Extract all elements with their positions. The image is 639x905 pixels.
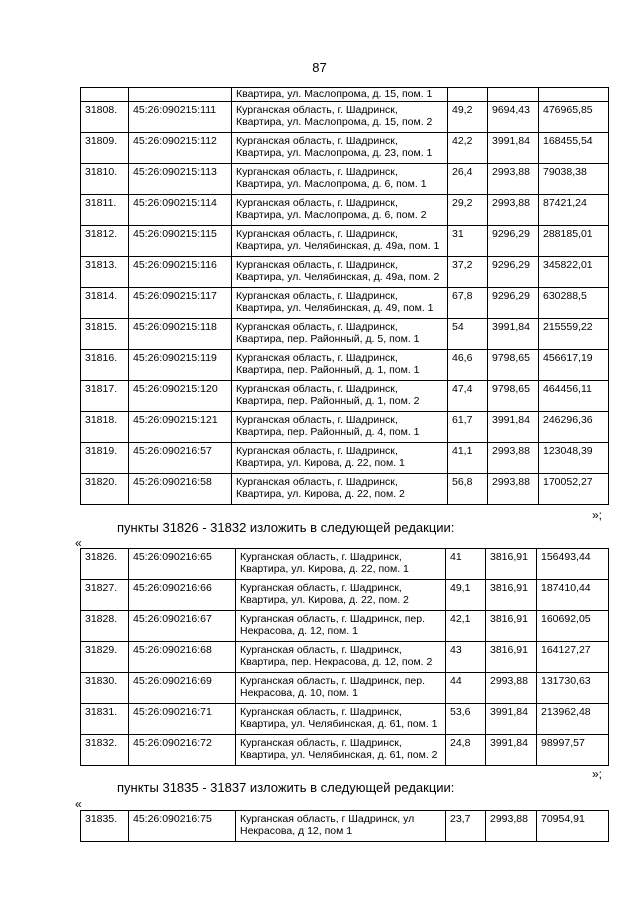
table-row bbox=[81, 704, 609, 735]
address-line-2: Квартира, пер. Районный, д. 4, пом. 1 bbox=[236, 426, 420, 438]
address-line-2: Квартира, ул. Маслопрома, д. 6, пом. 1 bbox=[236, 178, 427, 190]
table-row bbox=[81, 88, 609, 102]
price-cell: 2993,88 bbox=[488, 195, 539, 226]
price-cell: 9296,29 bbox=[488, 288, 539, 319]
address-cell bbox=[236, 673, 446, 704]
address-cell bbox=[236, 704, 446, 735]
total-cell: 456617,19 bbox=[539, 350, 609, 381]
table-row bbox=[81, 811, 609, 842]
row-number-cell: 31814. bbox=[81, 288, 129, 319]
table-row bbox=[81, 319, 609, 350]
address-line-2: Квартира, ул. Челябинская, д. 49а, пом. 1 bbox=[236, 240, 440, 252]
page-number: 87 bbox=[312, 60, 327, 75]
total-cell: 345822,01 bbox=[539, 257, 609, 288]
price-cell: 3991,84 bbox=[486, 704, 537, 735]
area-cell: 54 bbox=[448, 319, 488, 350]
table-row bbox=[81, 735, 609, 766]
price-cell: 9798,65 bbox=[488, 350, 539, 381]
table-row bbox=[81, 288, 609, 319]
area-cell: 29,2 bbox=[448, 195, 488, 226]
property-table-2 bbox=[80, 548, 609, 766]
total-cell: 98997,57 bbox=[537, 735, 609, 766]
cadastral-number-cell: 45:26:090215:118 bbox=[129, 319, 232, 350]
row-number-cell: 31819. bbox=[81, 443, 129, 474]
row-number-cell: 31831. bbox=[81, 704, 129, 735]
area-cell: 42,1 bbox=[446, 611, 486, 642]
area-cell: 42,2 bbox=[448, 133, 488, 164]
row-number-cell: 31808. bbox=[81, 102, 129, 133]
property-table-3 bbox=[80, 810, 609, 842]
address-cell bbox=[232, 164, 448, 195]
address-line-1: Курганская область, г. Шадринск, bbox=[236, 445, 398, 457]
address-line-2: Квартира, пер. Некрасова, д. 12, пом. 2 bbox=[240, 656, 433, 668]
area-cell: 41,1 bbox=[448, 443, 488, 474]
row-number-cell: 31813. bbox=[81, 257, 129, 288]
address-line-1: Курганская область, г Шадринск, ул bbox=[240, 813, 415, 825]
area-cell: 43 bbox=[446, 642, 486, 673]
address-line-1: Курганская область, г. Шадринск, bbox=[236, 228, 398, 240]
cadastral-number-cell: 45:26:090215:112 bbox=[129, 133, 232, 164]
address-line-1: Курганская область, г. Шадринск, bbox=[240, 551, 402, 563]
address-cell bbox=[232, 381, 448, 412]
address-cell bbox=[232, 288, 448, 319]
address-cell bbox=[236, 735, 446, 766]
row-number-cell: 31832. bbox=[81, 735, 129, 766]
address-cell bbox=[232, 226, 448, 257]
property-table-1 bbox=[80, 87, 609, 505]
row-number-cell: 31830. bbox=[81, 673, 129, 704]
address-line-1: Курганская область, г. Шадринск, bbox=[236, 166, 398, 178]
total-cell: 215559,22 bbox=[539, 319, 609, 350]
total-cell: 87421,24 bbox=[539, 195, 609, 226]
address-cell bbox=[232, 319, 448, 350]
address-line-2: Квартира, ул. Челябинская, д. 49а, пом. 2 bbox=[236, 271, 440, 283]
cadastral-number-cell: 45:26:090215:113 bbox=[129, 164, 232, 195]
area-cell: 44 bbox=[446, 673, 486, 704]
address-cell bbox=[232, 474, 448, 505]
price-cell: 3816,91 bbox=[486, 642, 537, 673]
row-number-cell: 31827. bbox=[81, 580, 129, 611]
total-cell: 170052,27 bbox=[539, 474, 609, 505]
row-number-cell: 31816. bbox=[81, 350, 129, 381]
total-cell: 476965,85 bbox=[539, 102, 609, 133]
address-cell bbox=[236, 549, 446, 580]
cadastral-number-cell: 45:26:090216:57 bbox=[129, 443, 232, 474]
area-cell: 46,6 bbox=[448, 350, 488, 381]
address-line-2: Квартира, пер. Районный, д. 1, пом. 1 bbox=[236, 364, 420, 376]
address-line-1: Курганская область, г. Шадринск, bbox=[236, 104, 398, 116]
row-number-cell: 31829. bbox=[81, 642, 129, 673]
row-number-cell: 31811. bbox=[81, 195, 129, 226]
address-line-2: Квартира, ул. Челябинская, д. 61, пом. 1 bbox=[240, 718, 438, 730]
table-row bbox=[81, 443, 609, 474]
address-cell bbox=[232, 133, 448, 164]
total-cell: 160692,05 bbox=[537, 611, 609, 642]
price-cell: 3991,84 bbox=[488, 319, 539, 350]
area-cell: 24,8 bbox=[446, 735, 486, 766]
address-line-1: Курганская область, г. Шадринск, пер. bbox=[240, 675, 425, 687]
address-line-1: Курганская область, г. Шадринск, bbox=[236, 135, 398, 147]
area-cell: 53,6 bbox=[446, 704, 486, 735]
address-line-2: Некрасова, д 12, пом 1 bbox=[240, 825, 353, 837]
price-cell: 3816,91 bbox=[486, 611, 537, 642]
total-cell: 131730,63 bbox=[537, 673, 609, 704]
address-cell bbox=[236, 642, 446, 673]
area-cell: 41 bbox=[446, 549, 486, 580]
price-cell: 3991,84 bbox=[488, 133, 539, 164]
table-row bbox=[81, 412, 609, 443]
address-cell bbox=[232, 102, 448, 133]
address-line-1: Курганская область, г. Шадринск, bbox=[236, 383, 398, 395]
total-cell: 187410,44 bbox=[537, 580, 609, 611]
area-cell: 31 bbox=[448, 226, 488, 257]
row-number-cell: 31828. bbox=[81, 611, 129, 642]
total-cell: 70954,91 bbox=[537, 811, 609, 842]
address-line-2: Квартира, ул. Челябинская, д. 61, пом. 2 bbox=[240, 749, 438, 761]
table-row bbox=[81, 611, 609, 642]
row-number-cell: 31809. bbox=[81, 133, 129, 164]
total-cell: 156493,44 bbox=[537, 549, 609, 580]
area-cell: 67,8 bbox=[448, 288, 488, 319]
cadastral-number-cell: 45:26:090216:68 bbox=[129, 642, 236, 673]
table-row bbox=[81, 474, 609, 505]
row-number-cell: 31826. bbox=[81, 549, 129, 580]
address-line-2: Квартира, ул. Маслопрома, д. 15, пом. 2 bbox=[236, 116, 433, 128]
table-row bbox=[81, 350, 609, 381]
address-line-1: Курганская область, г. Шадринск, bbox=[240, 706, 402, 718]
opening-quote: « bbox=[75, 797, 82, 811]
row-number-cell: 31835. bbox=[81, 811, 129, 842]
cadastral-number-cell: 45:26:090216:58 bbox=[129, 474, 232, 505]
table-row bbox=[81, 549, 609, 580]
total-cell: 79038,38 bbox=[539, 164, 609, 195]
address-line-2: Квартира, ул. Маслопрома, д. 6, пом. 2 bbox=[236, 209, 427, 221]
cadastral-number-cell: 45:26:090215:116 bbox=[129, 257, 232, 288]
price-cell: 2993,88 bbox=[486, 811, 537, 842]
row-number-cell: 31812. bbox=[81, 226, 129, 257]
address-line-1: Курганская область, г. Шадринск, bbox=[236, 352, 398, 364]
address-line-1: Курганская область, г. Шадринск, bbox=[236, 476, 398, 488]
amendment-instruction: пункты 31835 - 31837 изложить в следующей редакции: bbox=[117, 780, 455, 795]
total-cell: 288185,01 bbox=[539, 226, 609, 257]
total-cell: 168455,54 bbox=[539, 133, 609, 164]
closing-quote: »; bbox=[592, 767, 603, 781]
cadastral-number-cell bbox=[129, 88, 232, 102]
cadastral-number-cell: 45:26:090216:65 bbox=[129, 549, 236, 580]
cadastral-number-cell: 45:26:090215:121 bbox=[129, 412, 232, 443]
price-cell: 3991,84 bbox=[488, 412, 539, 443]
price-cell: 9296,29 bbox=[488, 257, 539, 288]
closing-quote: »; bbox=[592, 508, 603, 522]
area-cell: 26,4 bbox=[448, 164, 488, 195]
row-number-cell: 31810. bbox=[81, 164, 129, 195]
address-line-2: Квартира, ул. Маслопрома, д. 23, пом. 1 bbox=[236, 147, 433, 159]
price-cell: 2993,88 bbox=[488, 474, 539, 505]
address-line-1: Курганская область, г. Шадринск, bbox=[236, 321, 398, 333]
price-cell: 9296,29 bbox=[488, 226, 539, 257]
table-row bbox=[81, 580, 609, 611]
total-cell: 464456,11 bbox=[539, 381, 609, 412]
row-number-cell bbox=[81, 88, 129, 102]
address-cell bbox=[236, 811, 446, 842]
price-cell: 3991,84 bbox=[486, 735, 537, 766]
row-number-cell: 31820. bbox=[81, 474, 129, 505]
price-cell: 2993,88 bbox=[488, 443, 539, 474]
row-number-cell: 31818. bbox=[81, 412, 129, 443]
cadastral-number-cell: 45:26:090215:115 bbox=[129, 226, 232, 257]
address-line-2: Квартира, пер. Районный, д. 1, пом. 2 bbox=[236, 395, 420, 407]
price-cell: 3816,91 bbox=[486, 549, 537, 580]
table-row bbox=[81, 226, 609, 257]
address-line-1: Курганская область, г. Шадринск, bbox=[236, 414, 398, 426]
address-line-1: Курганская область, г. Шадринск, bbox=[240, 644, 402, 656]
address-cell bbox=[232, 412, 448, 443]
cadastral-number-cell: 45:26:090215:117 bbox=[129, 288, 232, 319]
address-cell bbox=[232, 195, 448, 226]
area-cell: 49,1 bbox=[446, 580, 486, 611]
price-cell: 2993,88 bbox=[486, 673, 537, 704]
address-line-2: Квартира, ул. Кирова, д. 22, пом. 2 bbox=[236, 488, 405, 500]
cadastral-number-cell: 45:26:090216:71 bbox=[129, 704, 236, 735]
cadastral-number-cell: 45:26:090215:114 bbox=[129, 195, 232, 226]
price-cell: 3816,91 bbox=[486, 580, 537, 611]
address-line-1: Курганская область, г. Шадринск, bbox=[236, 259, 398, 271]
price-cell: 9798,65 bbox=[488, 381, 539, 412]
total-cell: 213962,48 bbox=[537, 704, 609, 735]
table-row bbox=[81, 673, 609, 704]
row-number-cell: 31817. bbox=[81, 381, 129, 412]
cadastral-number-cell: 45:26:090215:120 bbox=[129, 381, 232, 412]
address-line-1: Курганская область, г. Шадринск, пер. bbox=[240, 613, 425, 625]
address-line-2: Квартира, ул. Кирова, д. 22, пом. 1 bbox=[240, 563, 409, 575]
address-cell bbox=[232, 443, 448, 474]
table-row bbox=[81, 102, 609, 133]
table-row bbox=[81, 381, 609, 412]
address-line-2: Квартира, ул. Челябинская, д. 49, пом. 1 bbox=[236, 302, 434, 314]
area-cell: 56,8 bbox=[448, 474, 488, 505]
address-line-1: Курганская область, г. Шадринск, bbox=[236, 197, 398, 209]
price-cell: 2993,88 bbox=[488, 164, 539, 195]
total-cell: 164127,27 bbox=[537, 642, 609, 673]
area-cell: 47,4 bbox=[448, 381, 488, 412]
address-line-1: Курганская область, г. Шадринск, bbox=[240, 582, 402, 594]
address-cell bbox=[232, 350, 448, 381]
table-row bbox=[81, 133, 609, 164]
address-line-2: Квартира, ул. Кирова, д. 22, пом. 2 bbox=[240, 594, 409, 606]
area-cell: 61,7 bbox=[448, 412, 488, 443]
address-line-2: Квартира, ул. Кирова, д. 22, пом. 1 bbox=[236, 457, 405, 469]
address-line-1: Курганская область, г. Шадринск, bbox=[236, 290, 398, 302]
address-line-2: Некрасова, д. 12, пом. 1 bbox=[240, 625, 358, 637]
area-cell: 23,7 bbox=[446, 811, 486, 842]
cadastral-number-cell: 45:26:090216:69 bbox=[129, 673, 236, 704]
cadastral-number-cell: 45:26:090216:72 bbox=[129, 735, 236, 766]
area-cell: 49,2 bbox=[448, 102, 488, 133]
table-row bbox=[81, 257, 609, 288]
cadastral-number-cell: 45:26:090215:111 bbox=[129, 102, 232, 133]
table-row bbox=[81, 164, 609, 195]
price-cell bbox=[488, 88, 539, 102]
total-cell: 630288,5 bbox=[539, 288, 609, 319]
area-cell: 37,2 bbox=[448, 257, 488, 288]
address-cell: Квартира, ул. Маслопрома, д. 15, пом. 1 bbox=[232, 88, 448, 102]
address-line-2: Некрасова, д. 10, пом. 1 bbox=[240, 687, 358, 699]
cadastral-number-cell: 45:26:090215:119 bbox=[129, 350, 232, 381]
opening-quote: « bbox=[75, 536, 82, 550]
table-row bbox=[81, 642, 609, 673]
price-cell: 9694,43 bbox=[488, 102, 539, 133]
address-line-1: Курганская область, г. Шадринск, bbox=[240, 737, 402, 749]
cadastral-number-cell: 45:26:090216:67 bbox=[129, 611, 236, 642]
total-cell: 123048,39 bbox=[539, 443, 609, 474]
address-cell bbox=[236, 580, 446, 611]
address-line-2: Квартира, пер. Районный, д. 5, пом. 1 bbox=[236, 333, 420, 345]
total-cell: 246296,36 bbox=[539, 412, 609, 443]
amendment-instruction: пункты 31826 - 31832 изложить в следующей редакции: bbox=[117, 520, 455, 535]
area-cell bbox=[448, 88, 488, 102]
address-cell bbox=[236, 611, 446, 642]
table-row bbox=[81, 195, 609, 226]
total-cell bbox=[539, 88, 609, 102]
cadastral-number-cell: 45:26:090216:75 bbox=[129, 811, 236, 842]
address-cell bbox=[232, 257, 448, 288]
row-number-cell: 31815. bbox=[81, 319, 129, 350]
cadastral-number-cell: 45:26:090216:66 bbox=[129, 580, 236, 611]
